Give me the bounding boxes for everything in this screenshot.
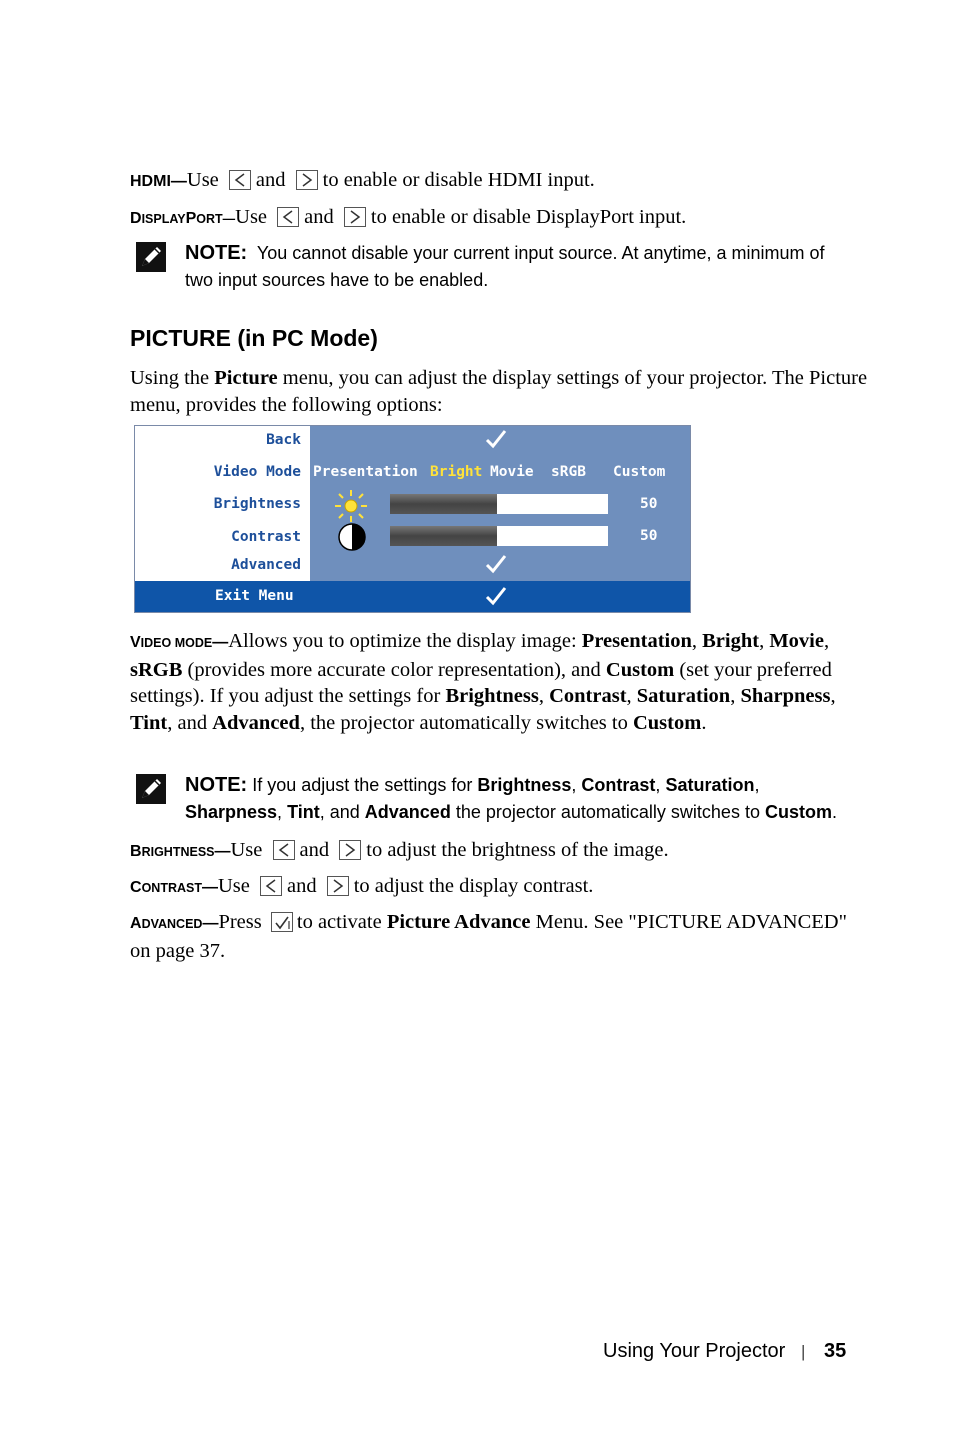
osd-exit-menu: Exit Menu [215, 588, 294, 604]
note-text-line-1: You cannot disable your current input source. At anytime, a minimum of [256, 243, 825, 263]
note-label: NOTE: [185, 242, 248, 264]
osd-mode-custom: Custom [613, 464, 666, 480]
note-text [185, 240, 885, 294]
left-arrow-key-icon [229, 170, 251, 190]
brightness-slider-fill [390, 494, 497, 514]
brightness-line: BRIGHTNESS—Use and to adjust the brightness of the image. [130, 839, 669, 861]
video-mode-label: VIDEO MODE— [130, 634, 229, 651]
displayport-text-and: and [304, 206, 334, 228]
contrast-line: CONTRAST—Use and to adjust the display contrast. [130, 875, 594, 897]
note-pencil-icon [136, 774, 166, 809]
displayport-line [130, 204, 870, 233]
intro-paragraph: Using the Picture menu, you can adjust the display settings of your projector. The Picture menu, provides the following options: [130, 367, 868, 416]
hdmi-line [130, 167, 870, 196]
osd-mode-movie: Movie [490, 464, 534, 480]
right-arrow-key-icon [339, 840, 361, 860]
note-label: NOTE: [185, 774, 248, 796]
footer-separator: | [801, 1342, 806, 1361]
hdmi-text-and: and [255, 169, 286, 191]
osd-row-advanced: Advanced [231, 557, 301, 573]
osd-row-brightness: Brightness [213, 496, 301, 512]
advanced-paragraph: ADVANCED—Press to activate Picture Advance Menu. See "PICTURE ADVANCED" on page 37. [130, 911, 847, 962]
left-arrow-key-icon [273, 840, 295, 860]
brightness-value: 50 [640, 496, 658, 512]
note-input-source [130, 240, 870, 300]
brightness-label: BRIGHTNESS— [130, 843, 231, 860]
right-arrow-key-icon [344, 207, 366, 227]
left-arrow-key-icon [277, 207, 299, 227]
page-number: 35 [824, 1340, 847, 1362]
footer-section-title: Using Your Projector [603, 1340, 786, 1362]
hdmi-label: HDMI— [130, 173, 187, 190]
picture-menu-screenshot [134, 425, 691, 613]
note-pencil-icon [136, 242, 166, 277]
hdmi-text-use: Use [186, 169, 219, 191]
checkmark-icon [485, 554, 507, 578]
displayport-text-use: Use [235, 206, 268, 228]
osd-exit-bar [135, 581, 690, 612]
osd-mode-presentation: Presentation [313, 464, 418, 480]
osd-mode-bright: Bright [430, 464, 483, 480]
displayport-text-desc: to enable or disable DisplayPort input. [370, 206, 687, 228]
section-heading: PICTURE (in PC Mode) [130, 325, 378, 351]
note-text: NOTE: If you adjust the settings for Brightness, Contrast, Saturation, Sharpness, Tint, and Advanced the projector automatically switches to Custom. [185, 774, 837, 822]
hdmi-text-desc: to enable or disable HDMI input. [322, 169, 595, 191]
left-arrow-key-icon [260, 876, 282, 896]
video-mode-paragraph: VIDEO MODE—Allows you to optimize the display image: Presentation, Bright, Movie, sRGB (provides more accurate color representation), and Custom (set your preferred settings). If you adjust the settings for Brightness, Contrast, Saturation, Sharpness, Tint, and Advanced, the projector automatically switches to Custom. [130, 630, 836, 734]
contrast-icon [335, 522, 369, 556]
checkmark-icon [485, 429, 507, 453]
osd-mode-srgb: sRGB [551, 464, 586, 480]
checkmark-icon [485, 586, 507, 610]
osd-row-video-mode: Video Mode [213, 464, 301, 480]
note-text-line-2: two input sources have to be enabled. [185, 270, 489, 290]
advanced-label: ADVANCED— [130, 915, 219, 932]
note-custom-switch [130, 772, 870, 832]
brightness-slider [390, 494, 608, 514]
contrast-slider-fill [390, 526, 497, 546]
right-arrow-key-icon [327, 876, 349, 896]
osd-row-back: Back [266, 432, 301, 448]
right-arrow-key-icon [296, 170, 318, 190]
contrast-value: 50 [640, 528, 658, 544]
contrast-slider [390, 526, 608, 546]
osd-row-contrast: Contrast [231, 529, 301, 545]
displayport-label: DISPLAYPORT— [130, 210, 236, 227]
enter-key-icon [271, 912, 293, 932]
contrast-label: CONTRAST— [130, 879, 218, 896]
